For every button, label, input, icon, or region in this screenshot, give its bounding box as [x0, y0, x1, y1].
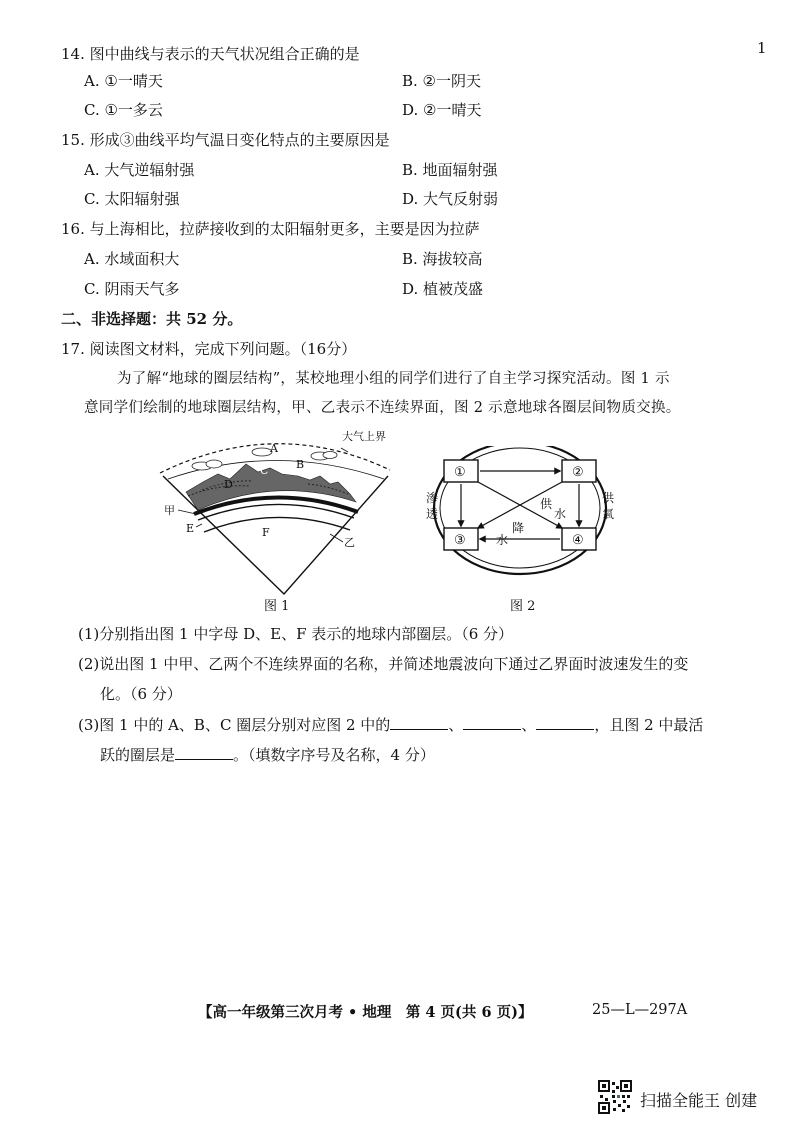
section-title: 二、非选择题：共 52 分。: [61, 310, 243, 328]
q14-option-a: A. ①一晴天: [84, 72, 163, 90]
q15-option-b: B. 地面辐射强: [402, 161, 498, 179]
figure-1-earth-layers: [158, 424, 398, 604]
box-4-label: ④: [572, 533, 584, 548]
gutenberg-discontinuity: [204, 517, 350, 532]
q17-sub-3-text-2: ，且图 2 中最活: [594, 716, 704, 734]
qr-code-icon: [598, 1080, 632, 1114]
q17-sub-3-text-1: (3)图 1 中的 A、B、C 圈层分别对应图 2 中的: [78, 716, 391, 734]
q16-option-d: D. 植被茂盛: [402, 280, 484, 298]
label-a: A: [270, 442, 278, 455]
answer-blank-3[interactable]: [536, 715, 594, 730]
answer-blank-1[interactable]: [390, 715, 448, 730]
answer-blank-2[interactable]: [463, 715, 521, 730]
q17-sub-3-sep-2: 、: [521, 716, 537, 734]
q17-sub-1: (1)分别指出图 1 中字母 D、E、F 表示的地球内部圈层。（6 分）: [78, 625, 514, 643]
label-b: B: [296, 458, 305, 471]
box-2-label: ②: [572, 465, 584, 480]
label-tou: 透: [426, 507, 439, 521]
q17-sub-3-text-3: 跃的圈层是: [100, 746, 176, 764]
q17-sub-3-sep-1: 、: [448, 716, 464, 734]
figure-1-caption: 图 1: [264, 599, 290, 614]
q16-option-b: B. 海拔较高: [402, 250, 483, 268]
label-e: E: [186, 522, 195, 535]
q15-option-a: A. 大气逆辐射强: [84, 161, 195, 179]
q17-sub-2-line-1: (2)说出图 1 中甲、乙两个不连续界面的名称，并简述地震波向下通过乙界面时波速发生的变: [78, 655, 689, 673]
question-17-stem: 17. 阅读图文材料，完成下列问题。（16分）: [61, 340, 357, 358]
label-gong-mid: 供: [540, 497, 553, 511]
label-shui-mid: 水: [554, 507, 567, 521]
figure-2-material-exchange: [420, 446, 620, 586]
label-shen: 渗: [426, 491, 439, 505]
q17-material-line-2: 意同学们绘制的地球圈层结构，甲、乙表示不连续界面，图 2 示意地球各圈层间物质交换。: [84, 400, 681, 416]
label-yang: 氧: [602, 507, 615, 521]
box-3-label: ③: [454, 533, 466, 548]
question-15-stem: 15. 形成③曲线平均气温日变化特点的主要原因是: [61, 131, 390, 149]
figure-2-caption: 图 2: [510, 599, 536, 614]
question-14-stem: 14. 图中曲线与表示的天气状况组合正确的是: [61, 45, 360, 63]
answer-blank-4[interactable]: [175, 745, 233, 760]
label-c: C: [260, 464, 269, 477]
question-16-stem: 16. 与上海相比，拉萨接收到的太阳辐射更多，主要是因为拉萨: [61, 220, 480, 238]
footer-code: 25—L—297A: [592, 1002, 688, 1018]
q15-option-d: D. 大气反射弱: [402, 190, 499, 208]
q17-material-line-1: 为了解“地球的圈层结构”，某校地理小组的同学们进行了自主学习探究活动。图 1 示: [117, 371, 670, 387]
label-jia: 甲: [164, 504, 175, 517]
label-f: F: [262, 526, 270, 539]
q17-sub-3-line-1: [78, 715, 703, 735]
label-atmosphere-top: 大气上界: [342, 430, 386, 443]
q14-option-c: C. ①一多云: [84, 101, 163, 119]
label-d: D: [224, 478, 233, 491]
q17-sub-3-line-2: [100, 745, 435, 765]
label-shui-bottom: 水: [496, 533, 509, 547]
q14-option-b: B. ②一阴天: [402, 72, 482, 90]
q16-option-c: C. 阴雨天气多: [84, 280, 180, 298]
page-number: 1: [757, 39, 767, 57]
q17-sub-3-text-4: 。（填数字序号及名称，4 分）: [233, 746, 435, 764]
q17-sub-2-line-2: 化。（6 分）: [100, 685, 182, 703]
q16-option-a: A. 水域面积大: [84, 250, 180, 268]
q15-option-c: C. 太阳辐射强: [84, 190, 180, 208]
box-1-label: ①: [454, 465, 466, 480]
watermark-text: 扫描全能王 创建: [640, 1091, 758, 1110]
footer-title: 【高一年级第三次月考 • 地理 第 4 页(共 6 页)】: [198, 1004, 533, 1021]
label-jiang: 降: [512, 521, 525, 535]
q14-option-d: D. ②一晴天: [402, 101, 482, 119]
label-gong-right: 供: [602, 491, 615, 505]
label-yi: 乙: [344, 536, 355, 549]
